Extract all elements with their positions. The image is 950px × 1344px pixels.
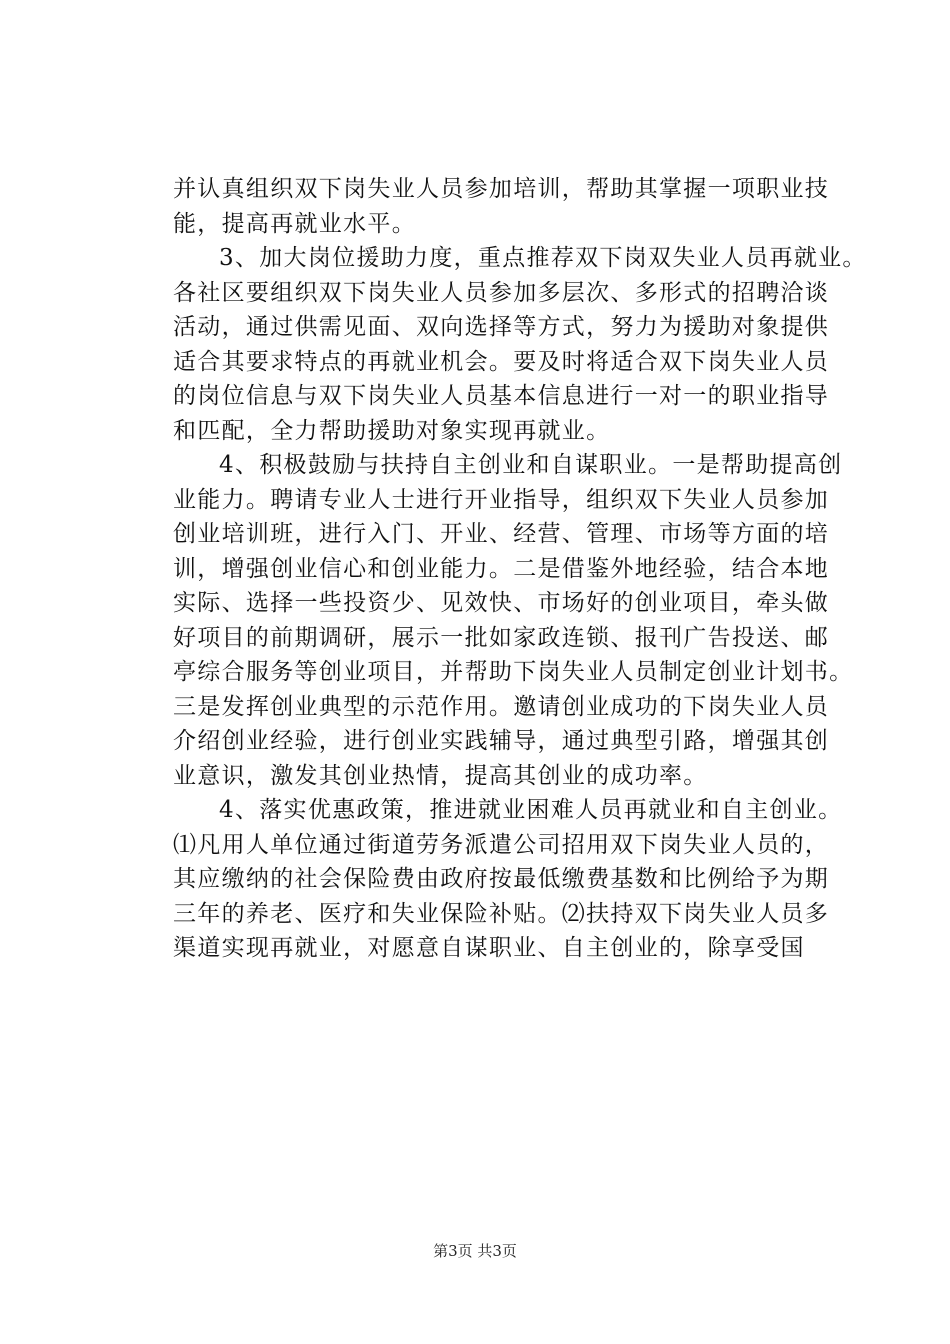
text-line: 业能力。聘请专业人士进行开业指导，组织双下失业人员参加 <box>173 486 830 513</box>
text-line: 适合其要求特点的再就业机会。要及时将适合双下岗失业人员 <box>173 348 830 375</box>
text-line: 介绍创业经验，进行创业实践辅导，通过典型引路，增强其创 <box>173 728 830 754</box>
text-line: 能，提高再就业水平。 <box>173 210 416 237</box>
paragraph <box>173 241 867 448</box>
text-line: 活动，通过供需见面、双向选择等方式，努力为援助对象提供 <box>173 314 830 340</box>
text-line: 的岗位信息与双下岗失业人员基本信息进行一对一的职业指导 <box>173 383 830 409</box>
paragraph <box>173 172 833 241</box>
text-line: 创业培训班，进行入门、开业、经营、管理、市场等方面的培 <box>173 521 830 547</box>
text-line: 好项目的前期调研，展示一批如家政连锁、报刊广告投送、邮 <box>173 624 830 651</box>
text-line: 4、积极鼓励与扶持自主创业和自谋职业。一是帮助提高创 <box>219 452 843 478</box>
paragraph <box>173 448 854 793</box>
text-line: 亭综合服务等创业项目，并帮助下岗失业人员制定创业计划书。 <box>173 659 854 685</box>
text-line: 其应缴纳的社会保险费由政府按最低缴费基数和比例给予为期 <box>173 866 830 892</box>
text-line: 各社区要组织双下岗失业人员参加多层次、多形式的招聘洽谈 <box>173 279 830 306</box>
text-line: 4、落实优惠政策，推进就业困难人员再就业和自主创业。 <box>219 797 843 823</box>
text-line: 和匹配，全力帮助援助对象实现再就业。 <box>173 417 611 444</box>
text-line: 训，增强创业信心和创业能力。二是借鉴外地经验，结合本地 <box>173 555 830 582</box>
document-body <box>173 172 867 966</box>
text-line: 三年的养老、医疗和失业保险补贴。⑵扶持双下岗失业人员多 <box>173 900 830 927</box>
text-line: 并认真组织双下岗失业人员参加培训，帮助其掌握一项职业技 <box>173 176 830 202</box>
text-line: 3、加大岗位援助力度，重点推荐双下岗双失业人员再就业。 <box>219 245 867 271</box>
text-line: 三是发挥创业典型的示范作用。邀请创业成功的下岗失业人员 <box>173 693 830 720</box>
paragraph <box>173 793 843 966</box>
text-line: 业意识，激发其创业热情，提高其创业的成功率。 <box>173 762 708 789</box>
text-line: 实际、选择一些投资少、见效快、市场好的创业项目，牵头做 <box>173 590 830 616</box>
text-line: 渠道实现再就业，对愿意自谋职业、自主创业的，除享受国 <box>173 935 805 961</box>
text-line: ⑴凡用人单位通过街道劳务派遣公司招用双下岗失业人员的， <box>173 831 830 858</box>
page-footer: 第3页 共3页 <box>433 1242 517 1260</box>
